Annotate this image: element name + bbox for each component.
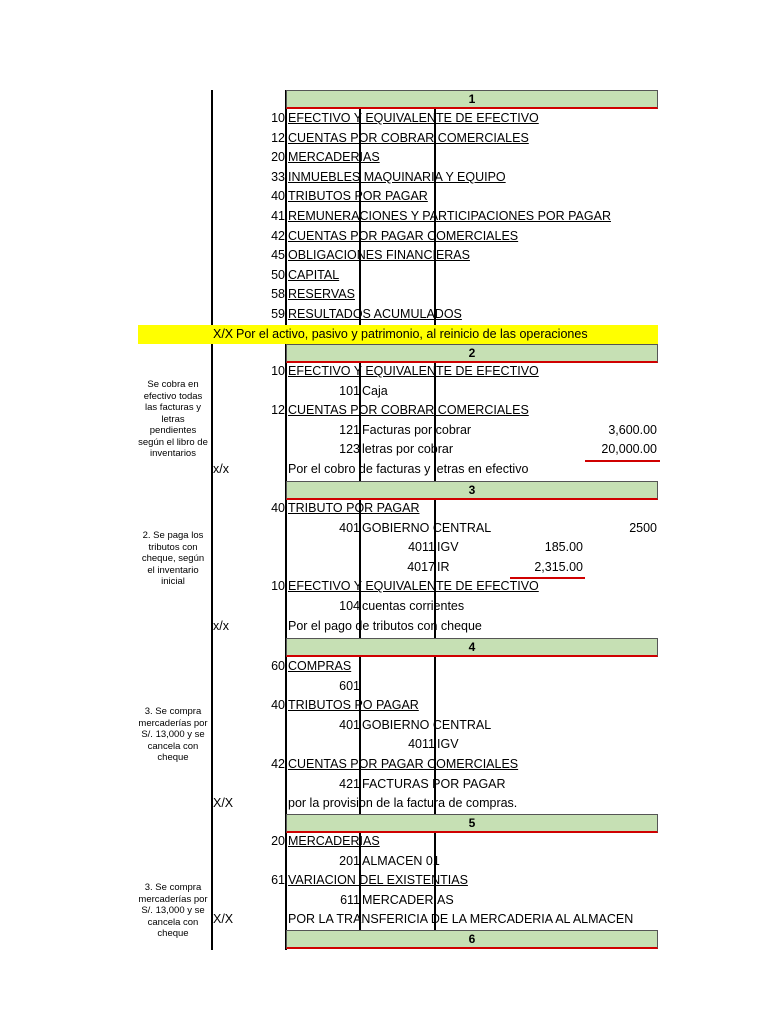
entry-note: 3. Se compra mercaderías por S/. 13,000 y se cancela con cheque [138, 706, 208, 763]
subaccount-name: GOBIERNO CENTRAL [362, 520, 492, 535]
entry-number-band: 2 [286, 344, 658, 363]
detail-account-name: IGV [437, 540, 459, 555]
account-code: 40 [271, 698, 285, 713]
account-code: 59 [271, 307, 285, 321]
entry-number-band: 4 [286, 638, 658, 657]
account-name: INMUEBLES MAQUINARIA Y EQUIPO [288, 169, 506, 184]
account-name: EFECTIVO Y EQUIVALENTE DE EFECTIVO [288, 111, 539, 125]
account-code: 41 [271, 209, 285, 223]
detail-account-code: 4011 [408, 737, 435, 752]
detail-account-code: 4017 [407, 559, 435, 574]
subaccount-code: 611 [340, 892, 360, 907]
subaccount-name: GOBIERNO CENTRAL [362, 717, 492, 732]
subaccount-code: 121 [339, 422, 360, 437]
account-code: 60 [271, 659, 285, 673]
account-code: 10 [271, 111, 285, 125]
account-name: EFECTIVO Y EQUIVALENTE DE EFECTIVO [288, 364, 539, 378]
account-name: RESERVAS [288, 287, 355, 302]
account-name: TRIBUTOS PO PAGAR [288, 698, 419, 713]
subaccount-name: FACTURAS POR PAGAR [362, 776, 506, 791]
account-code: 12 [271, 130, 285, 145]
account-code: 42 [271, 228, 285, 243]
account-name: CUENTAS POR PAGAR COMERCIALES [288, 757, 519, 771]
account-name: VARIACION DEL EXISTENTIAS [288, 873, 468, 888]
amount-middle: 185.00 [544, 540, 583, 555]
amount-right: 3,600.00 [608, 422, 657, 437]
entry-number-band: 3 [286, 481, 658, 500]
subaccount-code: 104 [339, 599, 360, 613]
detail-account-code: 4011 [408, 540, 435, 555]
left-rule [211, 90, 213, 950]
subaccount-code: 401 [339, 717, 360, 732]
account-code: 33 [271, 169, 285, 184]
account-code: 50 [271, 267, 285, 282]
subaccount-name: MERCADERIAS [362, 892, 454, 907]
gloss-mark: x/x [213, 618, 229, 633]
subaccount-code: 201 [339, 853, 360, 868]
account-name: EFECTIVO Y EQUIVALENTE DE EFECTIVO [288, 579, 539, 594]
subaccount-name: Facturas por cobrar [362, 422, 472, 437]
account-name: RESULTADOS ACUMULADOS [288, 307, 462, 321]
subaccount-code: 421 [339, 776, 360, 791]
account-name: OBLIGACIONES FINANCIERAS [288, 248, 470, 263]
account-code: 10 [271, 579, 285, 594]
account-name: TRIBUTO POR PAGAR [288, 501, 420, 515]
account-code: 45 [271, 248, 285, 263]
subaccount-code: 101 [339, 383, 360, 398]
amount-right: 2500 [629, 520, 657, 535]
account-name: REMUNERACIONES Y PARTICIPACIONES POR PAGAR [288, 209, 611, 223]
gloss-text: Por el activo, pasivo y patrimonio, al reinicio de las operaciones [236, 326, 588, 341]
entry-note: 2. Se paga los tributos con cheque, según el inventario inicial [141, 530, 205, 587]
gloss-text: Por el pago de tributos con cheque [288, 618, 482, 633]
subaccount-code: 123 [339, 442, 360, 457]
subaccount-name: Caja [362, 383, 388, 398]
account-code: 20 [271, 834, 285, 848]
account-code: 61 [271, 873, 285, 888]
entry-note: 3. Se compra mercaderías por S/. 13,000 y se cancela con cheque [138, 882, 208, 939]
account-name: TRIBUTOS POR PAGAR [288, 189, 428, 204]
detail-account-name: IR [437, 559, 450, 574]
account-code: 20 [271, 150, 285, 165]
total-underline [585, 460, 660, 462]
gloss-text: Por el cobro de facturas y letras en efectivo [288, 462, 529, 476]
account-name: MERCADERIAS [288, 150, 380, 165]
entry-note: Se cobra en efectivo todas las facturas y letras pendientes según el libro de inventarios [138, 379, 208, 459]
entry-number-band: 6 [286, 930, 658, 949]
entry-number-band: 5 [286, 814, 658, 833]
subaccount-code: 601 [339, 678, 360, 693]
total-underline [510, 577, 585, 579]
account-name: CUENTAS POR COBRAR COMERCIALES [288, 403, 529, 418]
account-code: 42 [271, 757, 285, 771]
account-code: 40 [271, 501, 285, 515]
account-name: COMPRAS [288, 659, 352, 673]
entry-number-band: 1 [286, 90, 658, 109]
account-name: CUENTAS POR COBRAR COMERCIALES [288, 130, 529, 145]
gloss-mark: X/X [213, 796, 234, 811]
subaccount-name: letras por cobrar [362, 442, 454, 457]
amount-middle: 2,315.00 [534, 559, 583, 574]
subaccount-code: 401 [339, 520, 360, 535]
amount-right: 20,000.00 [601, 442, 657, 457]
gloss-text: por la provision de la factura de compras. [288, 796, 518, 811]
gloss-mark: X/X [213, 326, 234, 341]
subaccount-name: ALMACEN 01 [362, 853, 440, 868]
gloss-mark: x/x [213, 462, 229, 476]
account-name: CUENTAS POR PAGAR COMERCIALES [288, 228, 519, 243]
account-code: 58 [271, 287, 285, 302]
subaccount-name: cuentas corrientes [362, 599, 465, 613]
gloss-text: POR LA TRANSFERICIA DE LA MERCADERIA AL ALMACEN [288, 912, 634, 927]
account-name: CAPITAL [288, 267, 340, 282]
account-code: 40 [271, 189, 285, 204]
gloss-mark: X/X [213, 912, 234, 927]
account-name: MERCADERIAS [288, 834, 380, 848]
account-code: 10 [271, 364, 285, 378]
detail-account-name: IGV [437, 737, 459, 752]
account-code: 12 [271, 403, 285, 418]
